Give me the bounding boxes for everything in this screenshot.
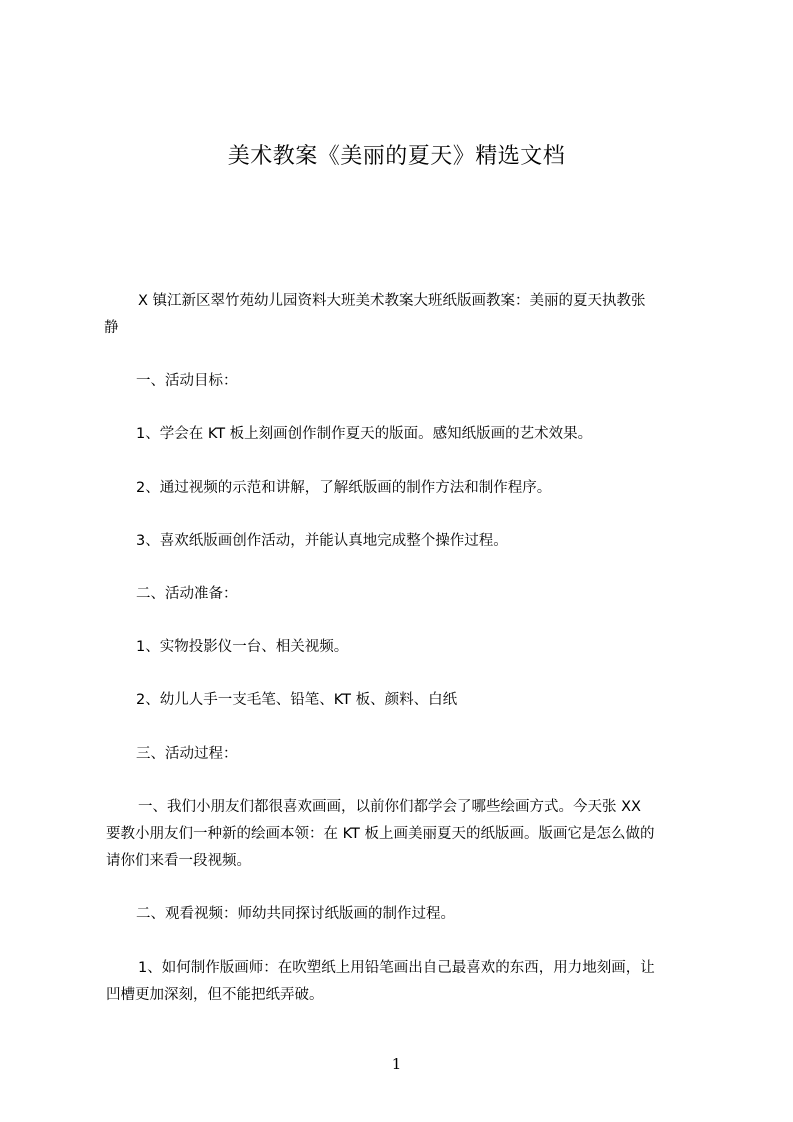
goal-item-2: 2、通过视频的示范和讲解，了解纸版画的制作方法和制作程序。 bbox=[136, 480, 552, 496]
prep-item-1: 1、实物投影仪一台、相关视频。 bbox=[136, 639, 349, 655]
goal-item-1: 1、学会在 KT 板上刻画创作制作夏天的版面。感知纸版画的艺术效果。 bbox=[136, 426, 593, 442]
goal-item-3: 3、喜欢纸版画创作活动，并能认真地完成整个操作过程。 bbox=[136, 533, 508, 549]
process-1-line-2: 要教小朋友们一种新的绘画本领：在 KT 板上画美丽夏天的纸版画。版画它是怎么做的 bbox=[106, 826, 655, 842]
process-1-line-1: 一、我们小朋友们都很喜欢画画，以前你们都学会了哪些绘画方式。今天张 XX bbox=[138, 799, 641, 815]
section-heading-goals: 一、活动目标： bbox=[136, 373, 238, 389]
process-1-line-3: 请你们来看一段视频。 bbox=[106, 853, 251, 869]
page-number: 1 bbox=[391, 1055, 402, 1073]
process-2: 二、观看视频：师幼共同探讨纸版画的制作过程。 bbox=[136, 906, 455, 922]
step-1-line-1: 1、如何制作版画师：在吹塑纸上用铅笔画出自己最喜欢的东西，用力地刻画，让 bbox=[138, 960, 655, 976]
section-heading-preparation: 二、活动准备： bbox=[136, 586, 238, 602]
intro-line-2: 静 bbox=[104, 320, 119, 336]
section-heading-process: 三、活动过程： bbox=[136, 746, 238, 762]
prep-item-2: 2、幼儿人手一支毛笔、铅笔、KT 板、颜料、白纸 bbox=[136, 692, 458, 708]
document-title: 美术教案《美丽的夏天》精选文档 bbox=[227, 144, 566, 169]
step-1-line-2: 凹槽更加深刻，但不能把纸弄破。 bbox=[106, 987, 324, 1003]
intro-line-1: X 镇江新区翠竹苑幼儿园资料大班美术教案大班纸版画教案：美丽的夏天执教张 bbox=[138, 293, 646, 309]
